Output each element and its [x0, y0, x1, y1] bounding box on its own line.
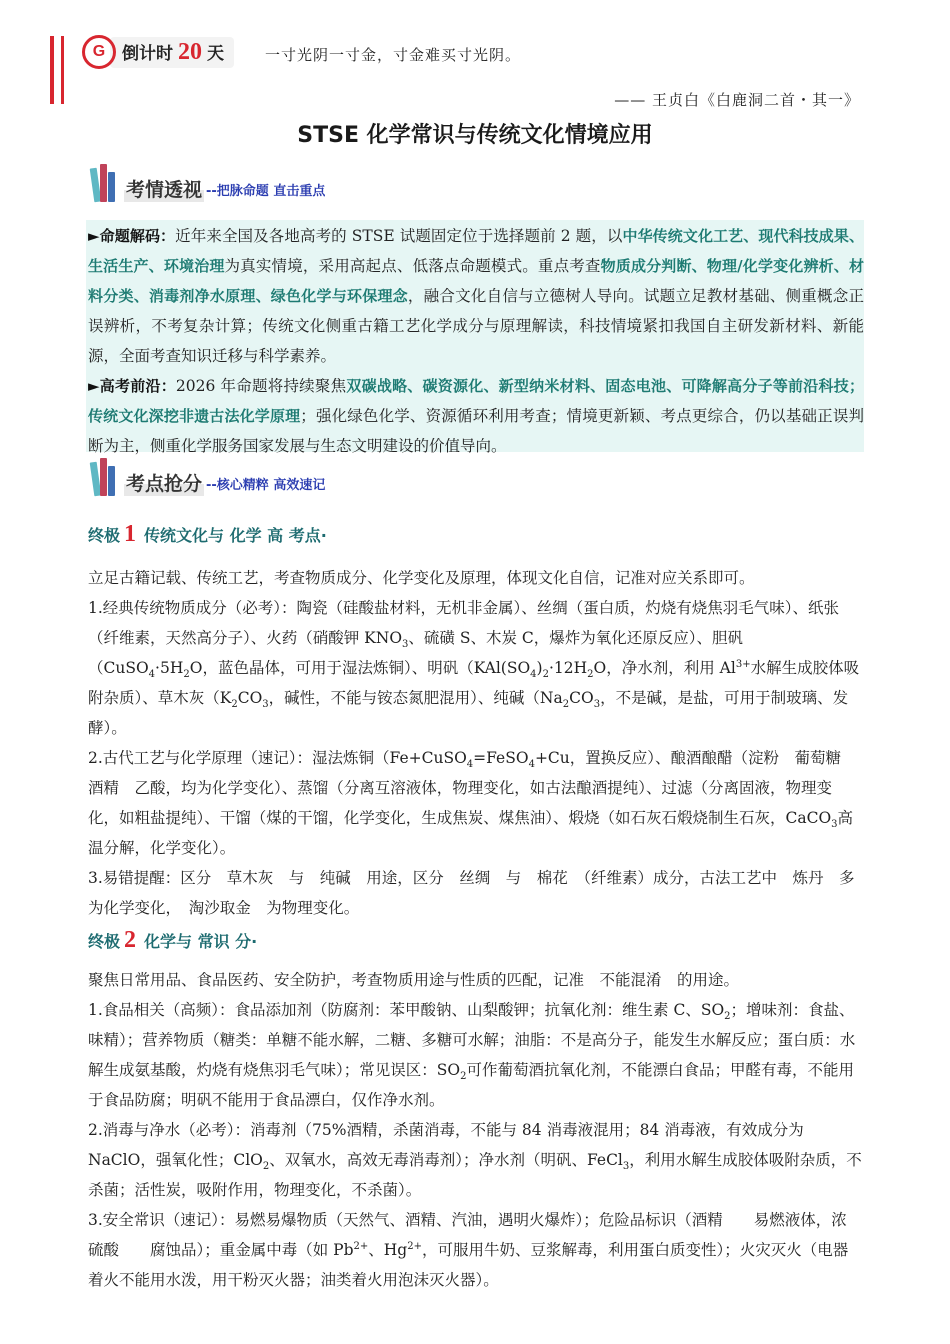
subscript: 2: [542, 669, 549, 681]
subscript: 2: [460, 1071, 467, 1083]
books-icon: [92, 164, 120, 202]
subscript: 3: [831, 819, 838, 831]
highlight: 中华传统文化工艺、现代科技成果、生活生产、环境治理: [88, 227, 864, 275]
subscript: 3: [262, 699, 269, 711]
motto: 一寸光阴一寸金，寸金难买寸光阴。: [265, 46, 522, 64]
countdown-days: 20: [178, 38, 202, 65]
text: ·12H: [548, 659, 588, 677]
text: 高温分解，化学变化）。: [88, 809, 854, 857]
books-icon: [92, 458, 120, 496]
subscript: 2: [724, 1011, 731, 1023]
countdown-badge: [82, 34, 234, 70]
subscript: 4: [530, 669, 537, 681]
highlight: 物质成分判断、物理/化学变化辨析、材料分类、消毒剂净水原理、绿色化学与环保理念: [88, 257, 864, 305]
superscript: 2+: [407, 1240, 422, 1252]
topic-2-body: [88, 965, 862, 1295]
topic-heading-2: [88, 925, 257, 955]
frontier-label: ►高考前沿：: [88, 377, 176, 395]
section-subtitle: --核心精粹 高效速记: [206, 478, 326, 493]
text: CO: [237, 689, 263, 707]
text: 1.经典传统物质成分（必考）：陶瓷（硅酸盐材料，无机非金属）、丝绸（蛋白质，灼烧有烧焦羽毛气味）、纸张（纤维素，天然高分子）、火药（硝酸钾 KNO: [88, 599, 840, 647]
text: O，蓝色晶体，可用于湿法炼铜）、明矾（KAl(SO: [189, 659, 531, 677]
subscript: 4: [466, 759, 474, 771]
text: ；强化绿色化学、资源循环利用考查；情境更新颖、考点更综合，仍以基础正误判断为主，侧重化学服务国家发展与生态文明建设的价值导向。: [88, 407, 864, 455]
text: 可作葡萄酒抗氧化剂，不能漂白食品；甲醛有毒，不能用于食品防腐；明矾不能用于食品漂白，仅作净水剂。: [88, 1061, 854, 1109]
paragraph: [88, 995, 862, 1115]
text: ，不是碱，是盐，可用于制玻璃、发酵）。: [88, 689, 849, 737]
text: 2.消毒与净水（必考）：消毒剂（75%酒精，杀菌消毒，不能与 84 消毒液混用；84 消毒液，有效成分为 NaClO，强氧化性；ClO: [88, 1121, 804, 1169]
topic-1-body: [88, 563, 862, 923]
topic-number: 1: [124, 520, 137, 547]
topic-prefix: 终极: [88, 931, 121, 951]
text: 2026 年命题将持续聚焦: [175, 377, 347, 395]
subscript: 3: [593, 699, 601, 711]
text: ·5H: [155, 659, 184, 677]
page-title: STSE 化学常识与传统文化情境应用: [297, 123, 653, 148]
countdown-prefix: 倒计时: [122, 43, 173, 63]
text: 3.安全常识（速记）：易燃易爆物质（天然气、酒精、汽油，遇明火爆炸）；危险品标识（酒精 易燃液体，浓硫酸 腐蚀品）；重金属中毒（如 Pb: [88, 1211, 847, 1259]
section-heading-exam-analysis: [92, 162, 325, 202]
text: ，可服用牛奶、豆浆解毒，利用蛋白质变性）；火灾灭火（电器着火不能用水泼，用干粉灭火器；油类着火用泡沫灭火器）。: [88, 1241, 849, 1289]
paragraph: 3.易错提醒：区分 草木灰 与 纯碱 用途，区分 丝绸 与 棉花 （纤维素）成分，古法工艺中 炼丹 多为化学变化， 淘沙取金 为物理变化。: [88, 869, 855, 917]
subscript: 4: [528, 759, 535, 771]
decode-label: ►命题解码：: [88, 227, 176, 245]
decor-red-bar: [50, 36, 54, 104]
exam-analysis-text: [88, 221, 864, 461]
section-subtitle: --把脉命题 直击重点: [206, 184, 326, 199]
text: 近年来全国及各地高考的 STSE 试题固定位于选择题前 2 题，以: [175, 227, 623, 245]
citation: —— 王贞白《白鹿洞二首・其一》: [614, 91, 860, 109]
text: ，融合文化自信与立德树人导向。试题立足教材基础、侧重概念正误辨析，不考复杂计算；传统文化侧重古籍工艺化学成分与原理解读，科技情境紧扣我国自主研发新材料、新能源，全面考查知识迁移与科学素养。: [88, 287, 864, 365]
section-heading-key-points: [92, 456, 325, 496]
text: CO: [569, 689, 594, 707]
paragraph: [88, 1115, 862, 1205]
subscript: 4: [148, 669, 156, 681]
text: 为真实情境，采用高起点、低落点命题模式。重点考查: [224, 257, 601, 275]
section-title: 考情透视: [124, 175, 204, 202]
text: ；增味剂：食盐、味精）；营养物质（糖类：单糖不能水解，二糖、多糖可水解；油脂：不是高分子，能发生水解反应；蛋白质：水解生成氨基酸，灼烧有烧焦羽毛气味）；常见误区：SO: [88, 1001, 856, 1079]
text: ，利用水解生成胶体吸附杂质，不杀菌；活性炭，吸附作用，物理变化，不杀菌）。: [88, 1151, 862, 1199]
text: 、Hg: [368, 1241, 408, 1259]
subscript: 2: [231, 699, 238, 711]
section-title: 考点抢分: [124, 469, 204, 496]
subscript: 3: [402, 639, 409, 651]
countdown-box: [110, 37, 234, 68]
text: +Cu，置换反应）、酿酒酿醋（淀粉 葡萄糖 酒精 乙酸，均为化学变化）、蒸馏（分离互溶液体，物理变化，如古法酿酒提纯）、过滤（分离固液，物理变化，如粗盐提纯）、干馏（煤的干馏，化学变化，生成焦炭、煤焦油）、煅烧（如石灰石煅烧制生石灰，CaCO: [88, 749, 857, 827]
paragraph: [88, 593, 862, 743]
subscript: 2: [183, 669, 190, 681]
decor-red-bar: [61, 36, 64, 104]
superscript: 2+: [353, 1240, 369, 1252]
superscript: 3+: [735, 658, 751, 670]
topic-heading-1: [88, 519, 327, 549]
topic-title: 化学与 常识 分·: [144, 931, 258, 951]
highlight: 双碳战略、碳资源化、新型纳米材料、固态电池、可降解高分子等前沿科技；传统文化深挖非遗古法化学原理: [88, 377, 864, 425]
text: 2.古代工艺与化学原理（速记）：湿法炼铜（Fe+CuSO: [88, 749, 467, 767]
text: =FeSO: [473, 749, 529, 767]
paragraph: [88, 743, 862, 863]
text: 水解生成胶体吸附杂质）、草木灰（K: [88, 659, 860, 707]
text: 、双氧水，高效无毒消毒剂）；净水剂（明矾、FeCl: [269, 1151, 623, 1169]
text: ): [536, 659, 543, 677]
text: O，净水剂，利用 Al: [593, 659, 736, 677]
subscript: 2: [587, 669, 594, 681]
subscript: 2: [262, 1161, 270, 1173]
paragraph: [88, 1205, 862, 1295]
countdown-suffix: 天: [207, 43, 224, 63]
topic-prefix: 终极: [88, 525, 121, 545]
topic-title: 传统文化与 化学 高 考点·: [144, 525, 327, 545]
paragraph: 立足古籍记载、传统工艺，考查物质成分、化学变化及原理，体现文化自信，记准对应关系即可。: [88, 569, 755, 587]
text: 1.食品相关（高频）：食品添加剂（防腐剂：苯甲酸钠、山梨酸钾；抗氧化剂：维生素 C、SO: [88, 1001, 725, 1019]
subscript: 2: [562, 699, 570, 711]
text: 、硫磺 S、木炭 C，爆炸为氧化还原反应）、胆矾（CuSO: [88, 629, 743, 677]
text: ，碱性，不能与铵态氮肥混用）、纯碱（Na: [268, 689, 563, 707]
topic-number: 2: [124, 926, 137, 953]
paragraph: 聚焦日常用品、食品医药、安全防护，考查物质用途与性质的匹配，记准 不能混淆 的用途。: [88, 971, 740, 989]
clock-logo-icon: G: [82, 35, 116, 69]
subscript: 3: [622, 1161, 630, 1173]
